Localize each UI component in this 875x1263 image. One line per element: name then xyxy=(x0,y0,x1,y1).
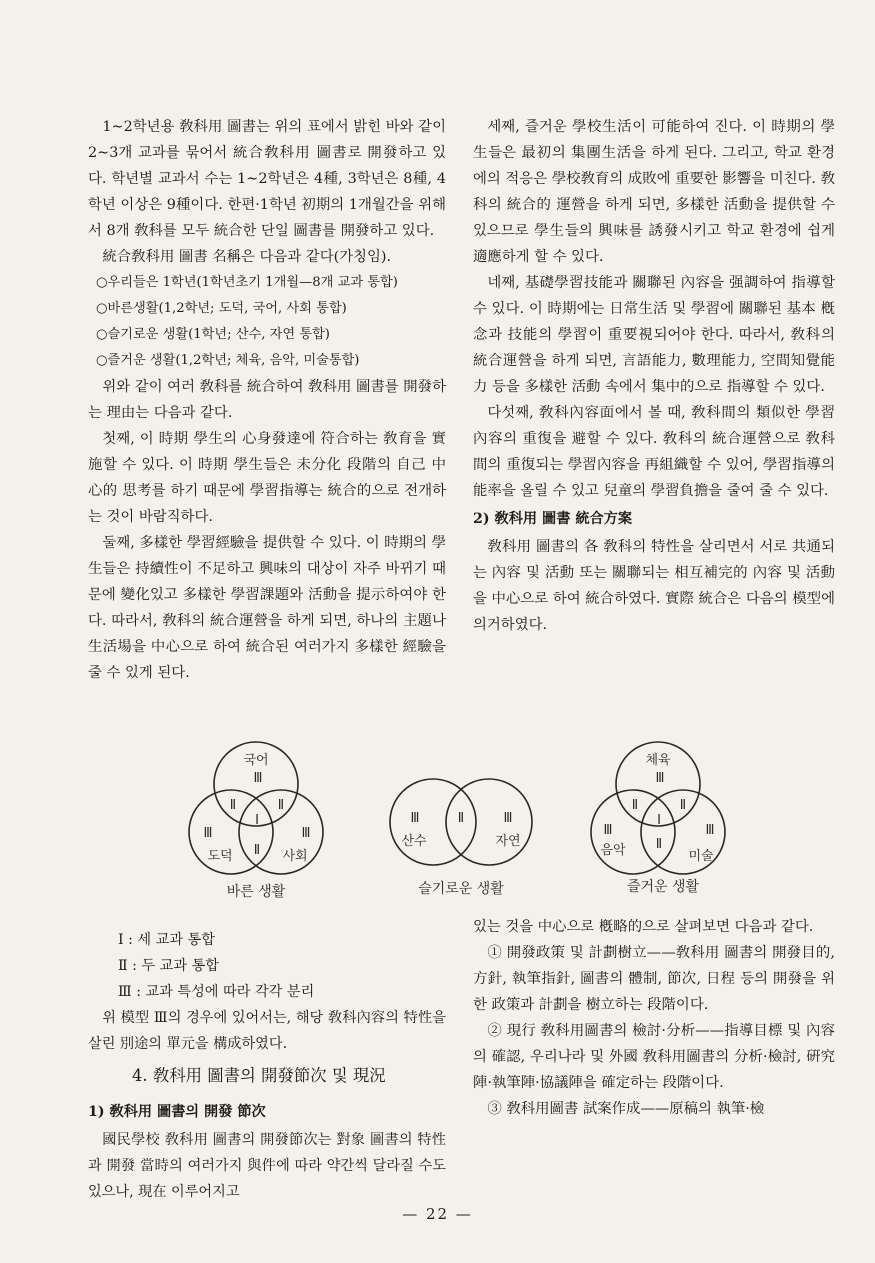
right-column-bottom xyxy=(473,914,835,1122)
subject-label: 국어 xyxy=(243,753,269,768)
region-mark: Ⅰ xyxy=(255,813,259,828)
subject-label: 미술 xyxy=(688,849,714,864)
subject-label: 체육 xyxy=(645,753,671,768)
region-mark: Ⅱ xyxy=(253,843,261,858)
region-mark: Ⅲ xyxy=(705,823,715,838)
legend-item: Ⅰ : 세 교과 통합 xyxy=(118,932,215,948)
paragraph: 첫째, 이 時期 學生의 心身發達에 符合하는 敎育을 實施할 수 있다. 이 時期 學生들은 未分化 段階의 自己 中心的 思考를 하기 때문에 學習指導는 統合的으로 전개하는 것이 바람직하다. xyxy=(88,431,446,525)
region-mark: Ⅱ xyxy=(631,798,639,813)
step-item: ② 現行 敎科用圖書의 檢討·分析——指導目標 및 內容의 確認, 우리나라 및 外國 敎科用圖書의 分析·檢討, 硏究陣·執筆陣·協議陣을 確定하는 段階이다. xyxy=(473,1023,835,1091)
paragraph: 1∼2학년용 敎科用 圖書는 위의 표에서 밝힌 바와 같이 2∼3개 교과를 묶어서 統合敎科用 圖書로 開發하고 있다. 학년별 교과서 수는 1∼2학년은 4種, 3학년은 8種, 4학년 이상은 9種이다. 한편·1학년 初期의 1개월간을 위해서 8개 敎科를 모두 統合한 단일 圖書를 開發하고 있다. xyxy=(88,119,446,239)
list-item: ○바른생활(1,2학년; 도덕, 국어, 사회 통합) xyxy=(96,301,347,316)
paragraph: 세째, 즐거운 學校生活이 可能하여 진다. 이 時期의 學生들은 最初의 集團生活을 하게 된다. 그리고, 학교 환경에의 적응은 學校敎育의 成敗에 重要한 影響을 미친다. 敎科의 統合的 運營을 하게 되면, 多樣한 活動을 提供할 수 있으므로 學生들의 興味를 誘發시키고 학교 환경에 쉽게 適應하게 할 수 있다. xyxy=(473,119,835,265)
list-item: ○슬기로운 생활(1학년; 산수, 자연 통합) xyxy=(96,327,330,342)
region-mark: Ⅱ xyxy=(457,811,465,826)
region-mark: Ⅲ xyxy=(301,826,311,841)
paragraph: 統合敎科用 圖書 名稱은 다음과 같다(가칭임). xyxy=(102,249,392,265)
left-column-top xyxy=(88,114,446,686)
paragraph: 둘째, 多樣한 學習經驗을 提供할 수 있다. 이 時期의 學生들은 持續性이 不足하고 興味의 대상이 자주 바뀌기 때문에 變化있고 多樣한 學習課題와 活動을 提示하여야 한다. 따라서, 敎科의 統合運營을 하게 되면, 하나의 主題나 生活場을 中心으로 하여 統合된 여러가지 多樣한 經驗을 줄 수 있게 된다. xyxy=(88,535,446,681)
subject-label: 도덕 xyxy=(207,849,233,864)
step-item: ① 開發政策 및 計劃樹立——敎科用 圖書의 開發目的, 方針, 執筆指針, 圖書의 體制, 節次, 日程 등의 開發을 위한 政策과 計劃을 樹立하는 段階이다. xyxy=(473,945,835,1013)
subsection-heading: 2) 敎科用 圖書 統合方案 xyxy=(473,511,633,527)
region-mark: Ⅲ xyxy=(410,811,420,826)
section-title: 4. 敎科用 圖書의 開發節次 및 現況 xyxy=(132,1066,386,1085)
right-column-top xyxy=(473,114,835,638)
step-item: ③ 敎科用圖書 試案作成——原稿의 執筆·檢 xyxy=(487,1101,765,1117)
region-mark: Ⅲ xyxy=(503,811,513,826)
list-item: ○우리들은 1학년(1학년초기 1개월—8개 교과 통합) xyxy=(96,275,398,290)
subsection-heading: 1) 敎科用 圖書의 開發 節次 xyxy=(88,1104,266,1120)
region-mark: Ⅰ xyxy=(657,813,661,828)
integration-model-diagrams xyxy=(170,738,730,908)
region-mark: Ⅱ xyxy=(229,798,237,813)
region-mark: Ⅲ xyxy=(655,771,665,786)
page-number: — 22 — xyxy=(402,1205,473,1223)
legend-item: Ⅱ : 두 교과 통합 xyxy=(118,958,219,974)
subject-label: 자연 xyxy=(495,834,521,849)
paragraph: 위 模型 Ⅲ의 경우에 있어서는, 해당 敎科內容의 特性을 살린 別途의 單元을 構成하였다. xyxy=(88,1010,446,1052)
region-mark: Ⅲ xyxy=(253,771,263,786)
venn-diagrams xyxy=(170,738,730,908)
paragraph: 위와 같이 여러 敎科를 統合하여 敎科用 圖書를 開發하는 理由는 다음과 같다. xyxy=(88,379,446,421)
region-mark: Ⅲ xyxy=(603,823,613,838)
subject-label: 사회 xyxy=(282,849,308,864)
region-mark: Ⅲ xyxy=(203,826,213,841)
legend-item: Ⅲ : 교과 특성에 따라 각각 분리 xyxy=(118,984,315,1000)
region-mark: Ⅱ xyxy=(679,798,687,813)
paragraph: 國民學校 敎科用 圖書의 開發節次는 對象 圖書의 特性과 開發 當時의 여러가지 與件에 따라 약간씩 달라질 수도 있으나, 現在 이루어지고 xyxy=(88,1132,446,1200)
paragraph: 있는 것을 中心으로 槪略的으로 살펴보면 다음과 같다. xyxy=(473,919,814,935)
diagram-caption: 슬기로운 생활 xyxy=(418,881,504,897)
paragraph: 敎科用 圖書의 各 敎科의 特性을 살리면서 서로 共通되는 內容 및 活動 또는 關聯되는 相互補完的 內容 및 活動을 中心으로 하여 統合하였다. 實際 統合은 다음의 模型에 의거하였다. xyxy=(473,539,835,633)
region-mark: Ⅱ xyxy=(655,837,663,852)
subject-label: 음악 xyxy=(600,843,626,858)
diagram-caption: 즐거운 생활 xyxy=(626,879,700,895)
list-item: ○즐거운 생활(1,2학년; 체육, 음악, 미술통합) xyxy=(96,353,360,368)
subject-label: 산수 xyxy=(401,834,427,849)
paragraph: 다섯째, 敎科內容面에서 볼 때, 敎科間의 類似한 學習內容의 重復을 避할 수 있다. 敎科의 統合運營으로 敎科間의 重復되는 學習內容을 再組織할 수 있어, 學習指導의 能率을 올릴 수 있고 兒童의 學習負擔을 줄여 줄 수 있다. xyxy=(473,405,835,499)
left-column-bottom xyxy=(88,927,446,1205)
paragraph: 네째, 基礎學習技能과 關聯된 內容을 强調하여 指導할 수 있다. 이 時期에는 日常生活 및 學習에 關聯된 基本 槪念과 技能의 學習이 重要視되어야 한다. 따라서, 敎科의 統合運營을 하게 되면, 言語能力, 數理能力, 空間知覺能力 등을 多樣한 活動 속에서 集中的으로 指導할 수 있다. xyxy=(473,275,835,395)
region-mark: Ⅱ xyxy=(277,798,285,813)
diagram-caption: 바른 생활 xyxy=(226,884,286,900)
